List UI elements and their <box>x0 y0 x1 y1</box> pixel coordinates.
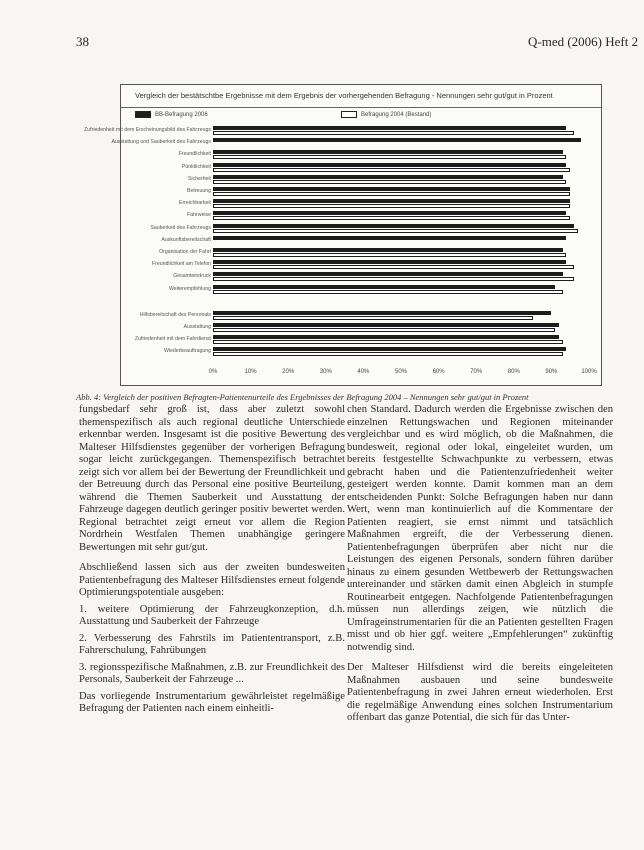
page-number: 38 <box>76 34 89 49</box>
legend-item-2004 <box>341 111 431 118</box>
category-label: Wiederbeauftragung <box>163 348 211 355</box>
category-label: Organisation der Fahrt <box>159 249 211 255</box>
x-tick-label: 100% <box>581 369 597 375</box>
bar-2006 <box>213 323 559 327</box>
x-tick-label: 60% <box>432 369 445 375</box>
category-label: Freundlichkeit am Telefon <box>151 261 211 268</box>
bar-2006 <box>213 150 563 154</box>
x-tick-label: 70% <box>470 369 483 375</box>
bar-2004 <box>213 131 574 135</box>
category-label: Pünktlichkeit <box>181 163 211 170</box>
figure-chart <box>84 84 602 386</box>
bar-2004 <box>213 168 570 172</box>
journal-header: Q-med (2006) Heft 2 <box>528 34 639 49</box>
legend <box>121 111 601 123</box>
bar-2006 <box>213 126 566 130</box>
x-tick-label: 20% <box>282 369 295 375</box>
figure-divider <box>121 107 601 108</box>
bar-2004 <box>213 229 578 233</box>
category-label: Weiterempfehlung <box>168 285 211 292</box>
right-column <box>347 404 613 733</box>
bar-2006 <box>213 272 563 276</box>
bar-2004 <box>213 180 566 184</box>
bar-2004 <box>213 340 563 344</box>
left-column <box>79 404 345 724</box>
category-label: Zufriedenheit mit dem Erscheinungsbild des Fahrzeugs <box>84 127 211 133</box>
bar-2004 <box>213 277 574 281</box>
paragraph: Abschließend lassen sich aus der zweiten bundesweiten Patientenbefragung des Malteser Hilfsdienstes erneut folgende Optimierungspotentiale ausgeben: <box>79 562 345 598</box>
plot-area <box>213 125 589 365</box>
bar-2006 <box>213 335 559 339</box>
list-item: 3. regionsspezifische Maßnahmen, z.B. zur Freundlichkeit des Personals, Sauberkeit der Fahrzeuge ... <box>79 661 345 685</box>
bar-2004 <box>213 204 570 208</box>
category-label: Freundlichkeit <box>178 151 211 158</box>
x-tick-label: 10% <box>244 369 257 375</box>
x-axis <box>208 369 597 381</box>
list-item: 2. Verbesserung des Fahrstils im Patiententransport, z.B. Fahrerschulung, Fahrübungen <box>79 632 345 656</box>
x-tick-label: 50% <box>394 369 408 375</box>
bar-2006 <box>213 187 570 191</box>
legend-swatch-2006 <box>135 111 151 118</box>
paragraph: chen Standard. Dadurch werden die Ergebnisse zwischen den einzelnen Rettungswachen und Regionen miteinander vergleichbar und es wird möglich, ob die Maßnahmen, die bundesweit, regional oder lokal, eingeleitet wurden, um bereits festgestellte Schwachpunkte zu verbessern, etwas gebracht haben und die Patientenzufriedenheit weiter gesteigert werden konnte. Damit kommen man an dem entscheidenden Punkt: Solche Befragungen haben nur dann Wert, wenn man kontinuierlich auf die Kommentare der Patienten reagiert, sie ernst nimmt und tatsächlich Maßnahmen ergreift, die der Verbesserung dienen. Patientenbefragungen überprüfen aber nicht nur die Leistungen des eigenen Personals, sondern führen darüber hinaus zu einem gesunden Wettbewerb der Rettungswachen untereinander und stärken damit einen Abgleich in stumpfe Routinearbeit entgegen. Nachfolgende Patientenbefragungen müssen nun allerdings zeigen, wie nützlich die Umfrageinstrumentarien für die an Patienten gestellten Fragen misst und ob hier ggf. weitere „Empfehlerungen“ zukünftig notwendig sind. <box>347 404 613 653</box>
bar-2004 <box>213 192 570 196</box>
bar-2006 <box>213 224 574 228</box>
bar-2004 <box>213 216 570 220</box>
list-item: 1. weitere Optimierung der Fahrzeugkonzeption, d.h. Ausstattung und Sauberkeit der Fahrzeuge <box>79 603 345 627</box>
category-label: Ausstattung <box>183 324 211 330</box>
category-label: Sicherheit <box>187 175 211 182</box>
x-tick-label: 90% <box>545 369 558 375</box>
bar-2004 <box>213 290 563 294</box>
legend-label-2006: BB-Befragung 2006 <box>155 111 208 118</box>
category-label: Fahrweise <box>187 212 211 219</box>
legend-item-2006 <box>135 111 208 118</box>
paragraph: Das vorliegende Instrumentarium gewährleistet regelmäßige Befragung der Patienten nach einem einheitli- <box>79 690 345 714</box>
legend-swatch-2004 <box>341 111 357 118</box>
figure-caption: Abb. 4: Vergleich der positiven Befragten-Patientenurteile des Ergebnisses der Befragung 2004 – Nennungen sehr gut/gut in Prozent <box>76 392 529 402</box>
bar-2006 <box>213 163 566 167</box>
x-tick-label: 30% <box>319 369 332 375</box>
paragraph: Der Malteser Hilfsdienst wird die bereits eingeleiteten Maßnahmen ausbauen und seine bundesweite Patientenbefragung in zwei Jahren erneut wiederholen. Erst die regelmäßige Anwendung eines solchen Instrumentarium offenbart das ganze Potential, die sich für das Unter- <box>347 662 613 723</box>
figure-title: Vergleich der bestätschtbe Ergebnisse mit dem Ergebnis der vorhergehenden Befragung - Nennungen sehr gut/gut in Prozent <box>135 91 553 100</box>
bar-2006 <box>213 211 566 215</box>
paragraph: fungsbedarf sehr groß ist, dass aber zuletzt sowohl themenspezifisch als auch regional deutliche Unterschiede erkennbar werden. Insgesamt ist die positive Bewertung des Malteser Hilfsdienstes gegenüber der vorherigen Befragung sogar leicht zurückgegangen. Themenspezifisch betrachtet zeigt sich vor allem bei der Bewertung der Freundlichkeit und der Betreuung durch das Personal eine positive Beurteilung, während die Themen Sauberkeit und Ausstattung der Fahrzeuge dagegen deutlich geringer positiv bewertet werden. Regional betrachtet zeigt erneut vor allem die Region Nordrhein Westfalen Themen unabhängige geringere Bewertungen mit sehr gut/gut. <box>79 404 345 553</box>
category-label: Ausstattung und Sauberkeit des Fahrzeugs <box>111 139 211 146</box>
bar-2004 <box>213 253 566 257</box>
bar-2004 <box>213 265 574 269</box>
bar-2006 <box>213 248 563 252</box>
bar-2006 <box>213 175 563 179</box>
bar-2006 <box>213 311 551 315</box>
x-tick-label: 40% <box>357 369 370 375</box>
bar-2006 <box>213 260 566 264</box>
bar-2006 <box>213 285 555 289</box>
category-label: Hilfsbereitschaft des Personals <box>139 311 211 318</box>
category-label: Auskunftsbereitschaft <box>161 236 211 243</box>
category-label: Sauberkeit des Fahrzeugs <box>150 224 211 231</box>
bar-2004 <box>213 328 555 332</box>
bar-2004 <box>213 352 563 356</box>
bar-2006 <box>213 347 566 351</box>
category-label: Zufriedenheit mit dem Fahrdienst <box>134 336 211 343</box>
legend-label-2004: Befragung 2004 (Bestand) <box>361 111 432 118</box>
x-tick-label: 80% <box>507 369 520 375</box>
bar-2004 <box>213 316 533 320</box>
category-label: Gesamteindruck <box>173 273 211 280</box>
category-label: Betreuung <box>187 188 211 194</box>
bar-2006 <box>213 236 566 240</box>
bar-2004 <box>213 155 566 159</box>
category-label: Erreichbarkeit <box>178 200 211 207</box>
bar-2006 <box>213 199 570 203</box>
bar-2006 <box>213 138 581 142</box>
x-tick-label: 0% <box>208 369 218 375</box>
